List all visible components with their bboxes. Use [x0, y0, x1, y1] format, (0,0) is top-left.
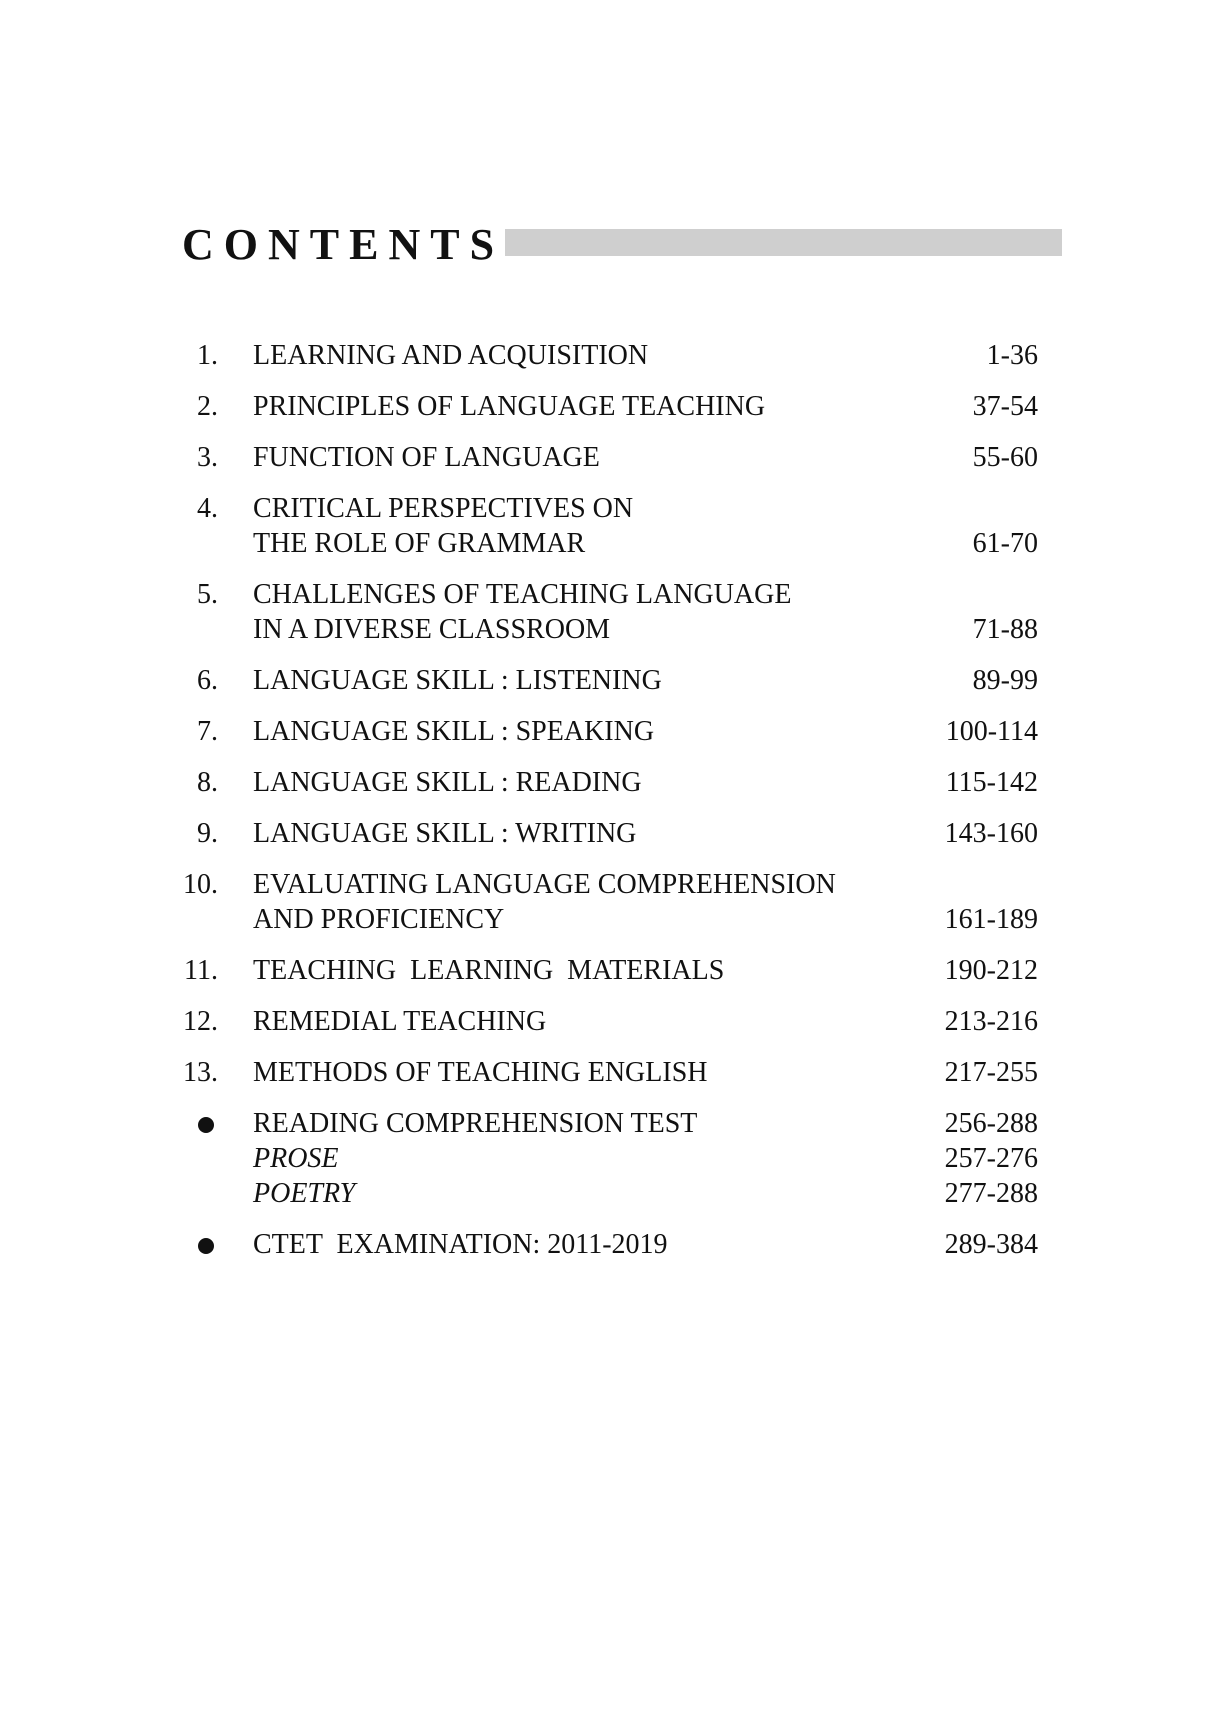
entry-number: 2.: [197, 391, 218, 422]
sub-entry-title: POETRY: [253, 1178, 356, 1209]
entry-title: EVALUATING LANGUAGE COMPREHENSION AND PROFICIENCY: [253, 869, 836, 935]
entry-pages: 89-99: [972, 665, 1038, 696]
heading-decorative-bar: [505, 229, 1062, 256]
entry-pages: 213-216: [944, 1006, 1038, 1037]
entry-title: LANGUAGE SKILL : WRITING: [253, 818, 637, 849]
entry-pages: 100-114: [945, 716, 1038, 747]
contents-heading: [182, 215, 1062, 275]
bullet-icon: [198, 1117, 214, 1133]
entry-pages: 61-70: [972, 528, 1038, 559]
entry-pages: 37-54: [972, 391, 1038, 422]
entry-title: READING COMPREHENSION TEST: [253, 1108, 698, 1139]
entry-number: 3.: [197, 442, 218, 473]
entry-title: LANGUAGE SKILL : READING: [253, 767, 642, 798]
entry-pages: 143-160: [944, 818, 1038, 849]
entry-pages: 256-288: [944, 1108, 1038, 1139]
entry-title: FUNCTION OF LANGUAGE: [253, 442, 600, 473]
bullet-icon: [198, 1238, 214, 1254]
entry-title: LANGUAGE SKILL : LISTENING: [253, 665, 662, 696]
entry-title: REMEDIAL TEACHING: [253, 1006, 547, 1037]
entry-title: LEARNING AND ACQUISITION: [253, 340, 649, 371]
sub-entry-pages: 277-288: [944, 1178, 1038, 1209]
entry-number: 12.: [183, 1006, 218, 1037]
entry-number: 4.: [197, 493, 218, 524]
entry-number: 11.: [184, 955, 218, 986]
entry-number: 5.: [197, 579, 218, 610]
entry-title: CHALLENGES OF TEACHING LANGUAGE IN A DIVERSE CLASSROOM: [253, 579, 792, 645]
entry-number: 7.: [197, 716, 218, 747]
entry-title: CTET EXAMINATION: 2011-2019: [253, 1229, 668, 1260]
entry-pages: 289-384: [944, 1229, 1038, 1260]
entry-pages: 1-36: [986, 340, 1038, 371]
entry-pages: 217-255: [944, 1057, 1038, 1088]
entry-title: TEACHING LEARNING MATERIALS: [253, 955, 725, 986]
entry-number: 1.: [197, 340, 218, 371]
entry-pages: 55-60: [972, 442, 1038, 473]
entry-number: 13.: [183, 1057, 218, 1088]
entry-pages: 190-212: [944, 955, 1038, 986]
entry-number: 6.: [197, 665, 218, 696]
page-title: CONTENTS: [182, 220, 505, 269]
entry-title: LANGUAGE SKILL : SPEAKING: [253, 716, 655, 747]
entry-pages: 71-88: [972, 614, 1038, 645]
entry-number: 9.: [197, 818, 218, 849]
entry-pages: 115-142: [945, 767, 1038, 798]
entry-pages: 161-189: [944, 904, 1038, 935]
entry-title: PRINCIPLES OF LANGUAGE TEACHING: [253, 391, 766, 422]
entry-number: 8.: [197, 767, 218, 798]
sub-entry-title: PROSE: [253, 1143, 339, 1174]
entry-title: METHODS OF TEACHING ENGLISH: [253, 1057, 708, 1088]
entry-number: 10.: [183, 869, 218, 900]
entry-title: CRITICAL PERSPECTIVES ON THE ROLE OF GRAMMAR: [253, 493, 634, 559]
sub-entry-pages: 257-276: [944, 1143, 1038, 1174]
